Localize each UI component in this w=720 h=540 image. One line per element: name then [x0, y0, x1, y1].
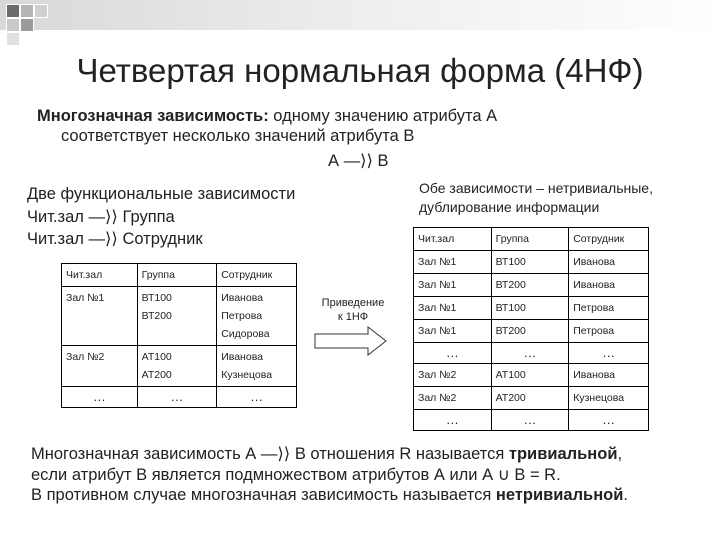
right-cell: Зал №1 — [414, 274, 492, 297]
header-band — [0, 0, 720, 30]
bottom-line-1-text: Многозначная зависимость А —⟩⟩ В отношения R называется — [31, 445, 509, 463]
left-header-cell: Чит.зал — [62, 264, 138, 287]
arrow-label — [312, 296, 394, 324]
right-header-cell: Чит.зал — [414, 228, 492, 251]
left-header-cell: Сотрудник — [217, 264, 297, 287]
right-cell: ВТ200 — [491, 320, 569, 343]
right-cell: … — [569, 410, 649, 431]
left-cell: Иванова Петрова Сидорова — [217, 287, 297, 346]
table-row — [414, 343, 649, 364]
right-cell: … — [491, 343, 569, 364]
bottom-line-1 — [31, 444, 622, 464]
right-cell: АТ200 — [491, 387, 569, 410]
bottom-line-2: если атрибут В является подмножеством атрибутов А или А ∪ В = R. — [31, 466, 561, 484]
left-cell: … — [137, 387, 217, 408]
table-row — [414, 387, 649, 410]
table-row — [414, 274, 649, 297]
arrow-label-line-2: к 1НФ — [337, 311, 369, 323]
right-cell: Кузнецова — [569, 387, 649, 410]
arrow-label-line-1: Приведение — [321, 297, 385, 309]
definition-term: Многозначная зависимость: — [37, 107, 269, 125]
left-cell: … — [62, 387, 138, 408]
right-cell: Петрова — [569, 297, 649, 320]
right-cell: … — [414, 343, 492, 364]
right-cell: Зал №1 — [414, 251, 492, 274]
right-cell: … — [491, 410, 569, 431]
left-intro-line-2: Чит.зал —⟩⟩ Группа — [27, 208, 175, 226]
bottom-line-3 — [31, 486, 628, 505]
right-cell: Зал №1 — [414, 297, 492, 320]
left-header-cell: Группа — [137, 264, 217, 287]
table-row — [414, 251, 649, 274]
bottom-line-3-text: В противном случае многозначная зависимость называется — [31, 486, 496, 504]
header-squares — [6, 4, 60, 44]
bottom-line-1-end: , — [617, 445, 623, 463]
term-nontrivial: нетривиальной — [495, 486, 624, 504]
right-cell: ВТ200 — [491, 274, 569, 297]
right-cell: Зал №2 — [414, 387, 492, 410]
page-title: Четвертая нормальная форма (4НФ) — [76, 52, 644, 89]
left-intro-line-1: Две функциональные зависимости — [27, 185, 296, 203]
table-row — [414, 320, 649, 343]
table-row — [414, 297, 649, 320]
definition-text-1: одному значению атрибута А — [268, 107, 498, 125]
table-row — [414, 364, 649, 387]
bottom-line-3-end: . — [623, 486, 628, 504]
right-header-cell: Группа — [491, 228, 569, 251]
left-intro-line-3: Чит.зал —⟩⟩ Сотрудник — [27, 230, 203, 248]
definition-line-1 — [37, 107, 497, 126]
right-cell: Петрова — [569, 320, 649, 343]
right-cell: … — [414, 410, 492, 431]
right-cell: Зал №2 — [414, 364, 492, 387]
left-cell: Иванова Кузнецова — [217, 346, 297, 387]
left-table-header — [62, 264, 297, 287]
right-header-cell: Сотрудник — [569, 228, 649, 251]
definition-line-2: соответствует несколько значений атрибута В — [61, 127, 415, 145]
left-cell: Зал №2 — [62, 346, 138, 387]
left-cell: ВТ100 ВТ200 — [137, 287, 217, 346]
right-cell: Зал №1 — [414, 320, 492, 343]
table-row — [62, 346, 297, 387]
left-cell: Зал №1 — [62, 287, 138, 346]
left-cell: … — [217, 387, 297, 408]
right-cell: … — [569, 343, 649, 364]
right-cell: Иванова — [569, 364, 649, 387]
table-row — [62, 287, 297, 346]
term-trivial: тривиальной — [508, 445, 618, 463]
left-cell: АТ100 АТ200 — [137, 346, 217, 387]
right-intro-line-1: Обе зависимости – нетривиальные, — [419, 180, 653, 196]
right-cell: ВТ100 — [491, 251, 569, 274]
right-cell: АТ100 — [491, 364, 569, 387]
right-cell: ВТ100 — [491, 297, 569, 320]
definition-notation: А —⟩⟩ В — [328, 152, 389, 170]
right-cell: Иванова — [569, 251, 649, 274]
right-table-header — [414, 228, 649, 251]
table-row — [414, 410, 649, 431]
right-cell: Иванова — [569, 274, 649, 297]
left-table — [61, 263, 297, 408]
right-intro-line-2: дублирование информации — [419, 199, 600, 215]
table-row — [62, 387, 297, 408]
right-table — [413, 227, 649, 431]
right-arrow-icon — [314, 326, 388, 356]
